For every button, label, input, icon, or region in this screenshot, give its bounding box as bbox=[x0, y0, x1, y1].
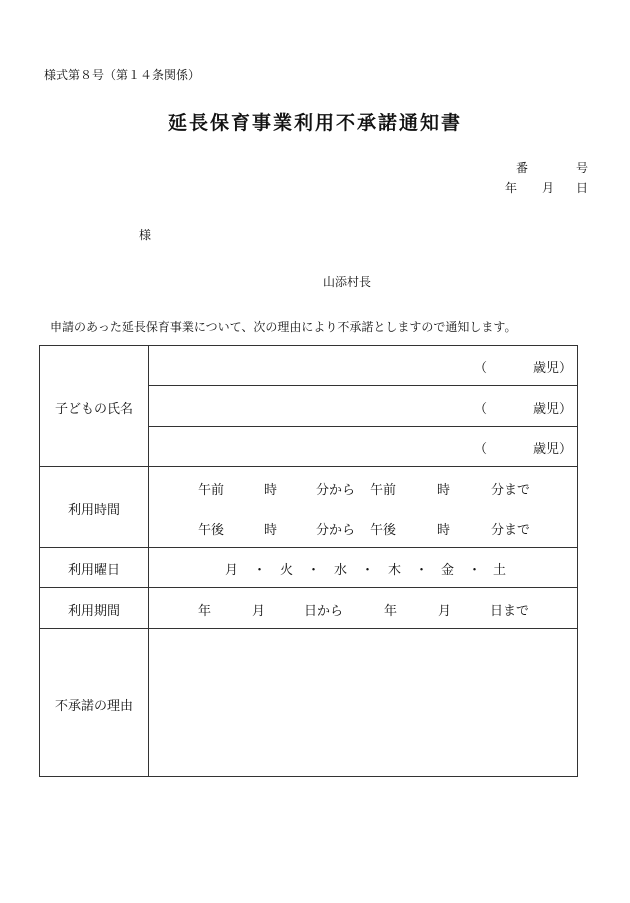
addressee-suffix: 様 bbox=[139, 228, 152, 242]
day-separator: ・ bbox=[361, 563, 375, 578]
reason-label: 不承諾の理由 bbox=[54, 699, 133, 714]
usage-time-label: 利用時間 bbox=[67, 503, 120, 518]
child-row-divider bbox=[148, 385, 577, 386]
day-monday: 月 bbox=[225, 563, 239, 578]
hour-label: 時 bbox=[437, 483, 451, 498]
usage-days-label: 利用曜日 bbox=[67, 563, 120, 578]
age-open-paren: （ bbox=[474, 402, 488, 417]
time-period-start: 午後 bbox=[198, 523, 225, 538]
to-year-label: 年 bbox=[384, 604, 398, 619]
notice-table bbox=[39, 345, 578, 777]
from-month-label: 月 bbox=[252, 604, 266, 619]
age-suffix: 歳児） bbox=[533, 402, 573, 417]
issuer-name: 山添村長 bbox=[323, 275, 372, 289]
day-separator: ・ bbox=[415, 563, 429, 578]
day-separator: ・ bbox=[468, 563, 482, 578]
day-saturday: 土 bbox=[493, 563, 507, 578]
child-row-divider bbox=[148, 426, 577, 427]
minute-to-label: 分まで bbox=[491, 483, 531, 498]
date-month-label: 月 bbox=[542, 181, 555, 195]
from-year-label: 年 bbox=[198, 604, 212, 619]
age-open-paren: （ bbox=[474, 361, 488, 376]
minute-from-label: 分から bbox=[316, 523, 356, 538]
section-divider bbox=[40, 587, 577, 588]
number-label: 番 bbox=[516, 161, 529, 175]
from-day-label: 日から bbox=[304, 604, 344, 619]
form-number: 様式第８号（第１４条関係） bbox=[44, 68, 201, 82]
to-month-label: 月 bbox=[438, 604, 452, 619]
section-divider bbox=[40, 547, 577, 548]
usage-period-label: 利用期間 bbox=[67, 604, 120, 619]
age-suffix: 歳児） bbox=[533, 361, 573, 376]
date-day-label: 日 bbox=[576, 181, 589, 195]
day-wednesday: 水 bbox=[334, 563, 348, 578]
day-separator: ・ bbox=[253, 563, 267, 578]
day-separator: ・ bbox=[307, 563, 321, 578]
date-year-label: 年 bbox=[505, 181, 518, 195]
hour-label: 時 bbox=[264, 483, 278, 498]
section-divider bbox=[40, 628, 577, 629]
hour-label: 時 bbox=[264, 523, 278, 538]
age-open-paren: （ bbox=[474, 442, 488, 457]
age-suffix: 歳児） bbox=[533, 442, 573, 457]
time-period-end: 午後 bbox=[370, 523, 397, 538]
minute-to-label: 分まで bbox=[491, 523, 531, 538]
time-period-end: 午前 bbox=[370, 483, 397, 498]
minute-from-label: 分から bbox=[316, 483, 356, 498]
hour-label: 時 bbox=[437, 523, 451, 538]
day-tuesday: 火 bbox=[280, 563, 294, 578]
time-period-start: 午前 bbox=[198, 483, 225, 498]
section-divider bbox=[40, 466, 577, 467]
day-friday: 金 bbox=[441, 563, 455, 578]
child-name-label: 子どもの氏名 bbox=[54, 402, 133, 417]
day-thursday: 木 bbox=[388, 563, 402, 578]
to-day-label: 日まで bbox=[490, 604, 530, 619]
intro-text: 申請のあった延長保育事業について、次の理由により不承諾としますので通知します。 bbox=[50, 320, 517, 334]
label-column-divider bbox=[148, 346, 149, 776]
number-suffix: 号 bbox=[576, 161, 589, 175]
document-title: 延長保育事業利用不承諾通知書 bbox=[167, 112, 462, 134]
